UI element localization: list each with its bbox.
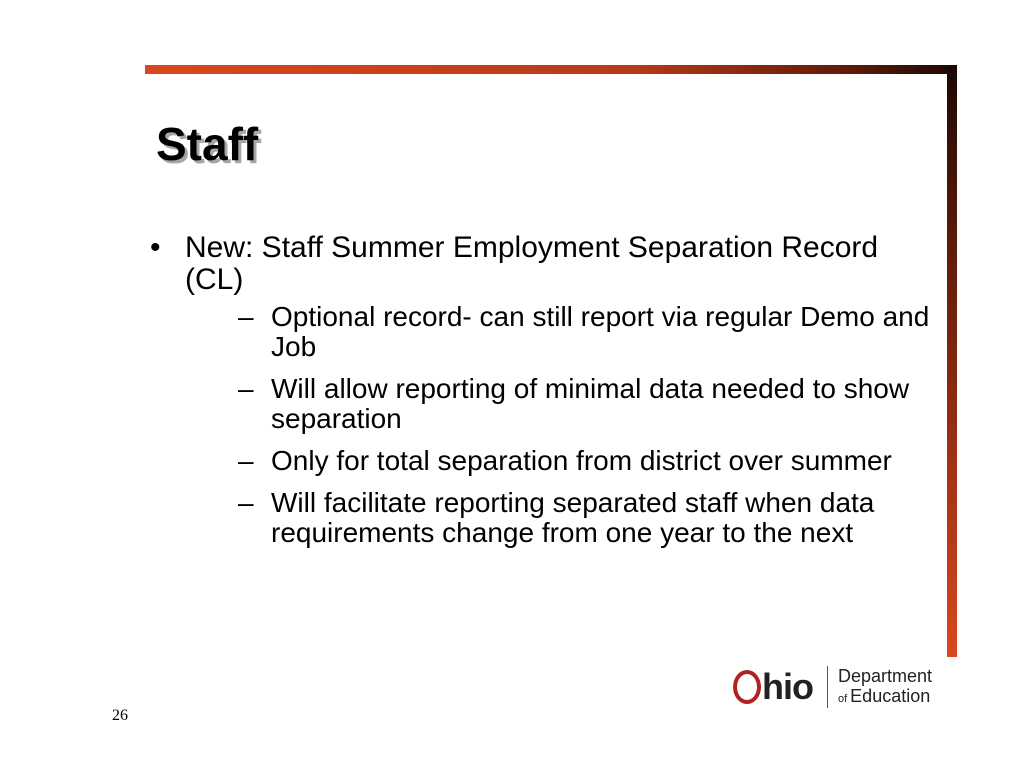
page-number: 26 [112, 707, 128, 724]
sub-bullet-text: Will allow reporting of minimal data needed to show separation [271, 373, 910, 434]
sub-bullet-marker: – [238, 487, 254, 518]
logo-o-ring-icon [733, 670, 761, 704]
top-accent-bar [145, 65, 957, 74]
sub-bullet-text: Optional record- can still report via regular Demo and Job [271, 301, 930, 362]
slide-title: Staff [156, 118, 259, 170]
logo-education-line [838, 686, 932, 709]
sub-bullet [230, 302, 934, 362]
sub-bullet [230, 446, 934, 476]
sub-bullet [230, 488, 934, 548]
slide-body [144, 232, 934, 560]
logo-education: Education [850, 685, 931, 706]
logo-wordmark: hio [762, 666, 813, 707]
logo-of: of [837, 692, 848, 705]
sub-bullet [230, 374, 934, 434]
ohio-department-of-education-logo [733, 663, 958, 711]
sub-bullet-marker: – [238, 373, 254, 404]
logo-department-text [838, 666, 932, 709]
sub-bullet-marker: – [238, 445, 254, 476]
sub-bullet-marker: – [238, 301, 254, 332]
logo-department: Department [837, 665, 933, 686]
logo-divider [827, 666, 828, 708]
side-accent-bar [947, 65, 957, 657]
main-bullet-text: New: Staff Summer Employment Separation Record (CL) [185, 231, 879, 296]
sub-bullet-list [185, 302, 934, 548]
main-bullet [144, 232, 934, 548]
sub-bullet-text: Will facilitate reporting separated staff when data requirements change from one year to the next [271, 487, 875, 548]
sub-bullet-text: Only for total separation from district over summer [271, 445, 892, 476]
bullet-marker: • [150, 231, 161, 264]
